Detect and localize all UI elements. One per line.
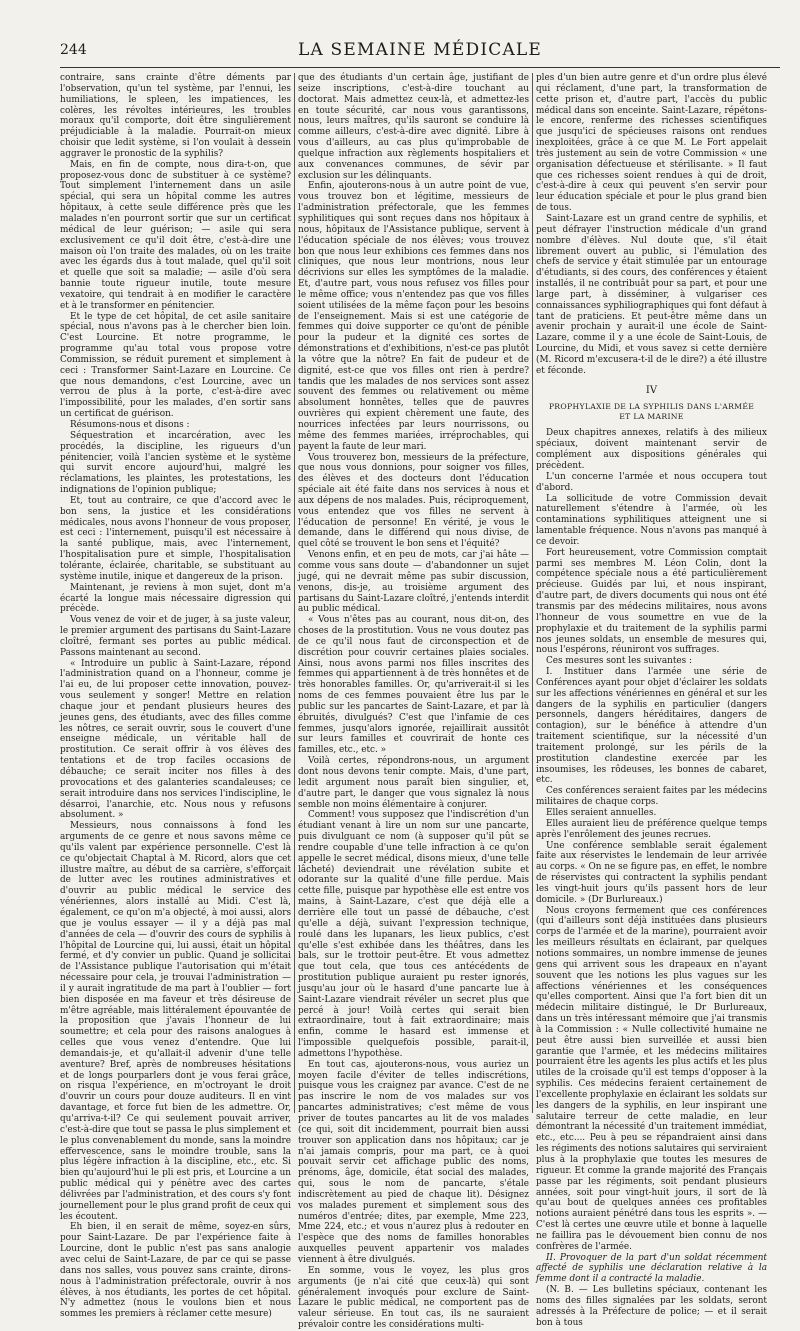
paragraph: Ces mesures sont les suivantes : [546, 656, 693, 667]
journal-title: LA SEMAINE MÉDICALE [297, 40, 543, 60]
paragraph: I. Instituer dans l'armée une série de Conférences ayant pour objet d'éclairer les soldats sur les affections vénériennes en général et sur les dangers de la syphilis en particulier (dangers personnels, dangers héréditaires, dangers de contagion), sur le bénéfice à attendre d'un traitement scientifique, sur la nécessité d'un traitement prolongé, sur les périls de la prostitution clandestine exercée par les insoumises, les rôdeuses, les bonnes de cabaret, etc. [536, 667, 767, 786]
column-2 [298, 73, 529, 1331]
paragraph: Et, tout au contraire, ce que d'accord avec le bon sens, la justice et les considérations médicales, nous avons l'honneur de vous proposer, est ceci : l'internement, puisqu'il est nécessaire à la santé publique, mais, avec l'internement, l'hospitalisation pure et simple, l'hospitalisation tolérante, éclairée, charitable, se substituant au système inutile, inique et dangereux de la prison. [60, 495, 291, 582]
column-1 [60, 73, 292, 1320]
paragraph: Elles seraient annuelles. [546, 808, 657, 818]
paragraph: contraire, sans crainte d'être déments par l'observation, qu'un tel système, par l'ennui, les humiliations, le spleen, les impatiences, les colères, les révoltes intérieures, les troubles moraux qu'il comporte, doit être singulièrement préjudiciable à la maladie. Pourrait-on mieux choisir que ledit système, si l'on voulait à dessein aggraver le pronostic de la syphilis? [60, 73, 291, 159]
paragraph: Et le type de cet hôpital, de cet asile sanitaire spécial, nous n'avons pas à le chercher bien loin. C'est Lourcine. Et notre programme, le programme qu'au total vous propose votre Commission, se réduit purement et simplement à ceci : Transformer Saint-Lazare en Lourcine. Ce que nous demandons, c'est Lourcine, avec un verrou de plus à la porte, c'est-à-dire avec l'impossibilité, pour les malades, d'en sortir sans un certificat de guérison. [60, 311, 291, 420]
paragraph: Mais, en fin de compte, nous dira-t-on, que proposez-vous donc de substituer à ce système? Tout simplement l'internement dans un asile spécial, qui sera un hôpital comme les autres hôpitaux, à cette seule différence près que les malades n'en pourront sortir que sur un certificat médical de leur guérison; — asile qui sera exclusivement ce qu'il doit être, c'est-à-dire une maison où l'on traite des malades, où on les traite avec les égards dus à tout malade, quel qu'il soit et quelle que soit sa maladie; — asile d'où sera bannie toute rigueur inutile, toute mesure vexatoire, qui tendrait à en modifier le caractère et à le transformer en pénitencier. [60, 159, 291, 311]
paragraph: « Introduire un public à Saint-Lazare, répond l'administration quand on a l'honneur, comme je l'ai eu, de lui proposer cette innovation, pouvez-vous seulement y songer! Mettre en relation chaque jour et pendant plusieurs heures des jeunes gens, des étudiants, avec des filles comme les nôtres, ce serait ouvrir, sous le couvert d'une enseigne médicale, un véritable hall de prostitution. Ce serait offrir à vos élèves des tentations et de trop faciles occasions de débauche; ce serait inciter nos filles à des provocations et des galanteries scandaleuses; ce serait introduire dans nos services l'indiscipline, le désarroi, l'anarchie, etc. Nous nous y refusons absolument. » [60, 658, 291, 821]
paragraph: Fort heureusement, votre Commission comptait parmi ses membres M. Léon Colin, dont la compétence spéciale nous a été particulièrement précieuse. Guidés par lui, et nous inspirant, d'autre part, de divers documents qui nous ont été transmis par des médecins militaires, nous avons l'honneur de vous soumettre en vue de la prophylaxie et du traitement de la syphilis parmi nos jeunes soldats, un ensemble de mesures qui, nous l'espérons, réuniront vos suffrages. [536, 547, 767, 656]
paragraph: Résumons-nous et disons : [70, 420, 190, 430]
section-number: IV [645, 384, 658, 396]
paragraph: Voilà certes, répondrons-nous, un argument dont nous devons tenir compte. Mais, d'une part, ledit argument nous paraît bien singulier, et, d'autre part, le danger que vous signalez là nous semble non moins élémentaire à conjurer. [298, 756, 529, 810]
paragraph: En somme, vous le voyez, les plus gros arguments (je n'ai cité que ceux-là) qui sont généralement invoqués pour exclure de Saint-Lazare le public médical, ne comportent pas de valeur sérieuse. En tout cas, ils ne sauraient prévaloir contre les considérations multi- [298, 1265, 529, 1331]
column-divider [532, 73, 533, 1113]
paragraph: Deux chapitres annexes, relatifs à des milieux spéciaux, doivent maintenant servir de complément aux dispositions générales qui précèdent. [536, 428, 767, 471]
paragraph: « Vous n'êtes pas au courant, nous dit-on, des choses de la prostitution. Vous ne vous doutez pas de ce qu'il nous faut de circonspection et de discrétion pour couvrir certaines plaies sociales. Ainsi, nous avons parmi nos filles inscrites des femmes qui appartiennent à de très honnêtes et de très honorables familles. Or, qu'arriverait-il si les noms de ces femmes pouvaient être lus par le public sur les pancartes de Saint-Lazare, et par là ébruités, divulgués? C'est que l'infamie de ces femmes, jusqu'alors ignorée, rejaillirait aussitôt sur leurs familles et couvrirait de honte ces familles, etc., etc. » [298, 615, 529, 756]
section-title [536, 402, 767, 422]
paragraph: Nous croyons fermement que ces conférences (qui d'ailleurs sont déjà instituées dans plusieurs corps de l'armée et de la marine), pourraient avoir les meilleurs résultats en éclairant, par quelques notions sommaires, un nombre immense de jeunes gens qui arrivent sous les drapeaux en n'ayant souvent que les notions les plus vagues sur les affections vénériennes et les conséquences qu'elles comportent. Ainsi que l'a fort bien dit un médecin militaire distingué, le Dr Burlureaux, dans un très intéressant mémoire que j'ai transmis à la Commission : « Nulle collectivité humaine ne peut être aussi bien surveillée et aussi bien garantie que l'armée, et les médecins militaires pourraient être les agents les plus actifs et les plus utiles de la croisade qu'il est temps d'opposer à la syphilis. Ces médecins feraient certainement de l'excellente prophylaxie en éclairant les soldats sur les dangers de la syphilis, en leur inspirant une salutaire terreur de cette maladie, en leur démontrant la nécessité d'un traitement immédiat, etc., etc.... Peu à peu se répandraient ainsi dans les régiments des notions salutaires qui serviraient plus à la prophylaxie que toutes les mesures de rigueur. Et comme la grande majorité des Français passe par les régiments, soit pendant plusieurs années, soit pour vingt-huit jours, il sort de là qu'au bout de quelques années ces profitables notions auraient pénétré dans tous les esprits ». — C'est là certes une œuvre utile et bonne à laquelle ne faillira pas le dévouement bien connu de nos confrères de l'armée. [536, 905, 768, 1252]
column-divider [294, 73, 295, 1113]
paragraph: Elles auraient lieu de préférence quelque temps après l'enrôlement des jeunes recrues. [536, 818, 767, 840]
paragraph: (N. B. — Les bulletins spéciaux, contenant les noms des filles signalées par les soldats, seront adressés à la Préfecture de police; — et il serait bon à tous [536, 1285, 767, 1328]
paragraph: Eh bien, il en serait de même, soyez-en sûrs, pour Saint-Lazare. De par l'expérience faite à Lourcine, dont le public n'est pas sans analogie avec celui de Saint-Lazare, de par ce qui se passe dans nos salles, vous pouvez sans crainte, dirons-nous à l'administration préfectorale, ouvrir à nos élèves, à nos étudiants, les portes de cet hôpital. N'y admettez (nous le voulons bien et nous sommes les premiers à réclamer cette mesure) [60, 1222, 291, 1320]
paragraph: ples d'un bien autre genre et d'un ordre plus élevé qui réclament, d'une part, la transformation de cette prison et, d'autre part, l'accès du public médical dans son enceinte. Saint-Lazare, répétons-le encore, renferme des richesses scientifiques que jusqu'ici de spécieuses raisons ont rendues inexploitées, grâce à ce que M. Le Fort appelait très justement au sein de votre Commission « une organisation défectueuse et stérilisante. » Il faut que ces richesses soient rendues à qui de droit, c'est-à-dire à ceux qui peuvent s'en servir pour leur éducation spéciale et pour le plus grand bien de tous. [536, 73, 767, 214]
paragraph: Vous trouverez bon, messieurs de la préfecture, que nous vous donnions, pour soigner vos filles, des élèves et des docteurs dont l'éducation spéciale ait été faite dans nos services à nous et aux dépens de nos malades. Puis, réciproquement, vous entendez que vos filles ne servent à l'éducation de personne! En vérité, je vous le demande, dans le différend qui nous divise, de quel côté se trouvent le bon sens et l'équité? [298, 452, 529, 550]
paragraph: Messieurs, nous connaissons à fond les arguments de ce genre et nous savons même ce qu'ils valent par expérience personnelle. C'est là ce qu'objectait Chaptal à M. Ricord, alors que cet illustre maître, au début de sa carrière, s'efforçait de lutter avec les routines administratives et d'ouvrir au public médical le service des vénériennes, alors installé au Midi. C'est là, également, ce qu'on m'a objecté, à moi aussi, alors que je voulus essayer — il y a déjà pas mal d'années de cela — d'ouvrir des cours de syphilis à l'hôpital de Lourcine qui, lui aussi, était un hôpital fermé, et d'y convier un public. Quand je sollicitai de l'Assistance publique l'autorisation qui m'était nécessaire pour cela, je trouvai l'administration — il y aurait ingratitude de ma part à l'oublier — fort bien disposée en ma faveur et très désireuse de m'être agréable, mais littéralement épouvantée de la proposition que j'avais l'honneur de lui soumettre; et cela pour des raisons analogues à celles que vous venez d'entendre. Que lui demandais-je, et qu'allait-il advenir d'une telle aventure? Bref, après de nombreuses hésitations et de longs pourparlers dont je vous ferai grâce, on risqua l'expérience, en m'octroyant le droit d'ouvrir un cours pour douze auditeurs. Il en vint davantage, et force fut bien de les admettre. Or, qu'arriva-t-il? Ce qui seulement pouvait arriver, c'est-à-dire que tout se passa le plus simplement et le plus convenablement du monde, sans la moindre effervescence, sans le moindre trouble, sans la plus légère infraction à la discipline, etc., etc. Si bien qu'aujourd'hui le pli est pris, et Lourcine a un public médical qui y pénètre avec des cartes délivrées par l'administration, et des cours s'y font journellement pour le plus grand profit de ceux qui les écoutent. [60, 821, 292, 1222]
paragraph: Ces conférences seraient faites par les médecins militaires de chaque corps. [536, 786, 767, 808]
section-title-line: PROPHYLAXIE DE LA SYPHILIS DANS L'ARMÉE [548, 402, 755, 412]
paragraph: Séquestration et incarcération, avec les procédés, la discipline, les rigueurs d'un pénitencier, voilà l'ancien système et le système qui survit encore aujourd'hui, malgré les réclamations, les plaintes, les protestations, les indignations de l'opinion publique; [60, 430, 291, 496]
paragraph: Saint-Lazare est un grand centre de syphilis, et peut défrayer l'instruction médicale d'un grand nombre d'élèves. Nul doute que, s'il était librement ouvert au public, si l'émulation des chefs de service y était stimulée par un entourage d'étudiants, si des cours, des conférences y étaient installés, il ne contribuât pour sa part, et pour une large part, à disséminer, à vulgariser ces connaissances syphiliographiques qui font défaut à tant de praticiens. Et peut-être même dans un avenir prochain y aurait-il une école de Saint-Lazare, comme il y a une école de Saint-Louis, de Lourcine, du Midi, et vous savez si cette dernière (M. Ricord m'excusera-t-il de le dire?) a été illustre et féconde. [536, 213, 767, 376]
page-header [60, 40, 780, 66]
paragraph: La sollicitude de votre Commission devait naturellement s'étendre à l'armée, où les contaminations syphilitiques atteignent une si lamentable fréquence. Nous n'avons pas manqué à ce devoir. [536, 493, 767, 547]
paragraph: Une conférence semblable serait également faite aux réservistes le lendemain de leur arrivée au corps. « On ne se figure pas, en effet, le nombre de réservistes qui contractent la syphilis pendant les vingt-huit jours qu'ils passent hors de leur domicile. » (Dr Burlureaux.) [536, 840, 767, 905]
column-3 [536, 73, 768, 1328]
paragraph: Maintenant, je reviens à mon sujet, dont m'a écarté la longue mais nécessaire digression qui précède. [60, 582, 291, 615]
paragraph: L'un concerne l'armée et nous occupera tout d'abord. [536, 471, 767, 493]
section-title-line: ET LA MARINE [619, 412, 684, 422]
paragraph: Comment! vous supposez que l'indiscrétion d'un étudiant venant à lire un nom sur une pancarte, puis divulguant ce nom (à supposer qu'il pût se rendre coupable d'une telle infraction à ce qu'on appelle le secret médical, disons mieux, d'une telle lâcheté) deviendrait une révélation subite et odorante sur la qualité d'une fille perdue. Mais cette fille, puisque par hypothèse elle est entre vos mains, à Saint-Lazare, c'est que déjà elle a derrière elle tout un passé de débauche, c'est qu'elle a déjà, suivant l'expression technique, roulé dans les lupanars, les lieux publics, c'est qu'elle s'est exhibée dans les théâtres, dans les bals, sur le trottoir peut-être. Et vous admettez que tout cela, que tous ces antécédents de prostitution publique auraient pu rester ignorés, jusqu'au jour où le hasard d'une pancarte lue à Saint-Lazare viendrait révéler un secret plus que percé à jour! Voilà certes qui serait bien extraordinaire, tout à fait extraordinaire; mais enfin, comme le hasard est immense et l'impossible quelquefois possible, parait-il, admettons l'hypothèse. [298, 810, 529, 1059]
paragraph: que des étudiants d'un certain âge, justifiant de seize inscriptions, c'est-à-dire touchant au doctorat. Mais admettez ceux-là, et admettez-les en toute sécurité, car nous vous garantissons, nous, leurs maîtres, qu'ils sauront se conduire là comme ailleurs, c'est-à-dire avec dignité. Libre à vous d'ailleurs, au cas plus qu'improbable de quelque infraction aux règlements hospitaliers et aux convenances communes, de sévir par exclusion sur les délinquants. [298, 73, 529, 181]
page-number: 244 [60, 42, 87, 58]
paragraph: Venons enfin, et en peu de mots, car j'ai hâte — comme vous sans doute — d'abandonner un sujet jugé, qui ne devrait même pas subir discussion, venons, dis-je, au troisième argument des partisans du Saint-Lazare cloîtré, j'entends interdit au public médical. [298, 550, 529, 615]
header-rule [60, 67, 780, 68]
paragraph: En tout cas, ajouterons-nous, vous auriez un moyen facile d'éviter de telles indiscrétions, puisque vous les craignez par avance. C'est de ne pas inscrire le nom de vos malades sur vos pancartes administratives; c'est même de vous priver de toutes pancartes au lit de vos malades (ce qui, soit dit incidemment, pourrait bien aussi trouver son application dans nos hôpitaux; car je n'ai jamais compris, pour ma part, ce à quoi pouvait servir cet affichage public des noms, prénoms, âge, domicile, état social des malades, qui, sous le nom de pancarte, s'étale indiscrètement au pied de chaque lit). Désignez vos malades purement et simplement sous des numéros d'entrée; dites, par exemple, Mme 223, Mme 224, etc.; et vous n'aurez plus à redouter en l'espèce que des noms de familles honorables auxquelles peuvent appartenir vos malades viennent à être divulgués. [298, 1059, 529, 1265]
paragraph: Vous venez de voir et de juger, à sa juste valeur, le premier argument des partisans du Saint-Lazare cloîtré, fermant ses portes au public médical. Passons maintenant au second. [60, 615, 291, 658]
paragraph: II. Provoquer de la part d'un soldat récemment affecté de syphilis une déclaration relative à la femme dont il a contracté la maladie. [536, 1252, 767, 1285]
paragraph: Enfin, ajouterons-nous à un autre point de vue, vous trouvez bon et légitime, messieurs de l'administration préfectorale, que les femmes syphilitiques qui sont reçues dans nos hôpitaux à nous, hôpitaux de l'Assistance publique, servent à l'éducation spéciale de nos élèves; vous trouvez bon que nous leur exhibions ces femmes dans nos cliniques, que nous leur montrions, nous leur décrivions sur elles les symptômes de la maladie. Et, d'autre part, vous nous refusez vos filles pour le même office; vous n'entendez pas que vos filles soient utilisées de la même façon pour les besoins de l'enseignement. Mais si est une catégorie de femmes qui doive supporter ce qu'ont de pénible pour la pudeur et la dignité ces sortes de démonstrations et d'exhibitions, n'est-ce pas plutôt la vôtre que la nôtre? En fait de pudeur et de dignité, est-ce que vos filles ont rien à perdre? tandis que les malades de nos services sont assez souvent des femmes ou relativement ou même absolument honnêtes, telles que de pauvres ouvrières qui expient chèrement une faute, des nourrices infectées par leurs nourrissons, ou même des femmes mariées, irréprochables, qui payent la faute de leur mari. [298, 181, 529, 452]
